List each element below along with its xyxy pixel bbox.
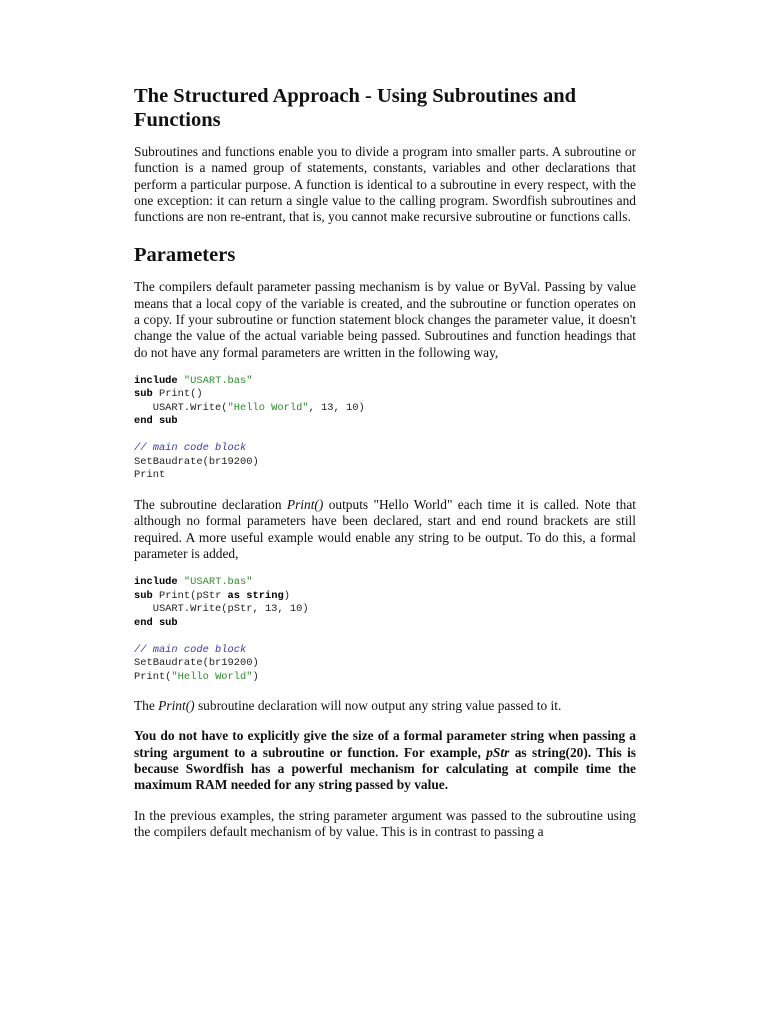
code-line: sub Print(pStr as string) bbox=[134, 589, 290, 602]
code-line: include "USART.bas" bbox=[134, 576, 253, 589]
code-line: USART.Write("Hello World", 13, 10) bbox=[134, 401, 365, 414]
code-line: end sub bbox=[134, 616, 178, 629]
code-line: sub Print() bbox=[134, 388, 203, 401]
parameters-paragraph-5: In the previous examples, the string parameter argument was passed to the subroutine using the compilers default mechanism of by value. This is in contrast to passing a bbox=[134, 807, 636, 839]
code-blank-line bbox=[134, 429, 636, 443]
code-line: Print bbox=[134, 469, 166, 482]
code-line: end sub bbox=[134, 415, 178, 428]
document-page bbox=[134, 84, 636, 854]
parameters-paragraph-1: The compilers default parameter passing mechanism is by value or ByVal. Passing by value means that a local copy of the variable is created, and the subroutine or function operates on a copy. If your subroutine or function statement block changes the parameter value, it doesn't change the value of the actual variable being passed. Subroutines and function headings that do not have any formal parameters are written in the following way, bbox=[134, 279, 636, 360]
code-line: SetBaudrate(br19200) bbox=[134, 455, 259, 468]
code-line: USART.Write(pStr, 13, 10) bbox=[134, 603, 309, 616]
parameters-note-paragraph: You do not have to explicitly give the size of a formal parameter string when passing a string argument to a subroutine or function. For example, pStr as string(20). This is because Swordfish has a powerful mechanism for calculating at compile time the maximum RAM needed for any string passed by value. bbox=[134, 728, 636, 793]
page-title: The Structured Approach - Using Subroutines and Functions bbox=[134, 85, 577, 131]
parameters-heading: Parameters bbox=[134, 244, 236, 267]
code-block-1 bbox=[134, 375, 636, 483]
code-line: // main code block bbox=[134, 442, 247, 455]
intro-paragraph: Subroutines and functions enable you to divide a program into smaller parts. A subroutine or function is a named group of statements, constants, variables and other declarations that perform a particular purpose. A function is identical to a subroutine in every respect, with the one exception: it can return a single value to the calling program. Swordfish subroutines and functions are non re-entrant, that is, you cannot make recursive subroutine or functions calls. bbox=[134, 144, 636, 225]
code-line: // main code block bbox=[134, 643, 247, 656]
parameters-paragraph-2: The subroutine declaration Print() outputs "Hello World" each time it is called. Note that although no formal parameters have been declared, start and end round brackets are still required. A more useful example would enable any string to be output. To do this, a formal parameter is added, bbox=[134, 496, 636, 561]
code-line: include "USART.bas" bbox=[134, 374, 253, 387]
code-block-2 bbox=[134, 576, 636, 684]
code-blank-line bbox=[134, 630, 636, 644]
code-line: Print("Hello World") bbox=[134, 670, 259, 683]
code-line: SetBaudrate(br19200) bbox=[134, 657, 259, 670]
parameters-paragraph-3: The Print() subroutine declaration will now output any string value passed to it. bbox=[134, 698, 562, 714]
